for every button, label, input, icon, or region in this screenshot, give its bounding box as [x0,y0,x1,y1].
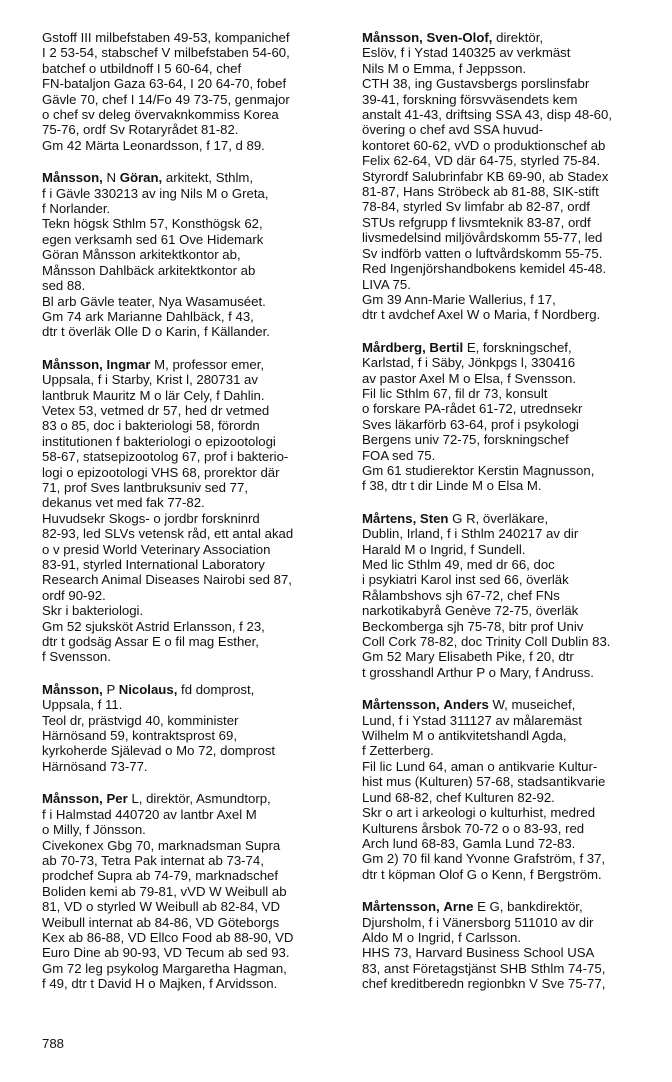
entry-text-line: Styrordf Salubrinfabr KB 69-90, ab Stadex [362,168,609,184]
entry-text-line: anstalt 41-43, driftsing SSA 43, disp 48-60, [362,107,612,123]
entry-text-line: Med lic Sthlm 49, med dr 66, doc [362,557,555,572]
entry-text-line: hist mus (Kulturen) 57-68, stadsantikvarie [362,774,606,790]
entry-text-line: Eslöv, f i Ystad 140325 av verkmäst [362,45,571,61]
entry-text-line: Civekonex Gbg 70, marknadsman Supra [42,837,281,853]
entry-text-line: Göran Månsson arkitektkontor ab, [42,247,241,263]
entry-text-line: Research Animal Diseases Nairobi sed 87, [42,572,292,588]
entry-text-line: 83 o 85, doc i bakteriologi 58, förordn [42,418,260,434]
entry-given-name: Sven-Olof, [426,30,493,45]
entry-heading-line [362,899,662,914]
entry-text-line: Skr o art i arkeologi o kulturhist, medred [362,805,596,821]
biography-entry [362,30,662,323]
entry-text-line: CTH 38, ing Gustavsbergs porslinsfabr [362,76,590,92]
entry-text-line: Gm 52 sjuksköt Astrid Erlansson, f 23, [42,618,265,634]
entry-text-line: 75-76, ordf Sv Rotaryrådet 81-82. [42,122,239,138]
entry-surname: Månsson, [42,681,103,697]
entry-text-line: f i Gävle 330213 av ing Nils M o Greta, [42,185,269,201]
entry-text-line: Gm 74 ark Marianne Dahlbäck, f 43, [42,308,254,324]
entry-text-line: Gävle 70, chef I 14/Fo 49 73-75, genmajor [42,91,290,107]
entry-text-line: Gm 42 Märta Leonardsson, f 17, d 89. [42,137,265,153]
entry-text-line: kyrkoherde Själevad o Mo 72, domprost [42,743,276,759]
entry-text-line: Gm 61 studierektor Kerstin Magnusson, [362,462,595,478]
entry-given-name: Sten [419,510,449,526]
entry-heading-rest: direktör, [496,30,544,45]
entry-heading-line [42,791,342,806]
entry-heading-line [42,357,342,372]
entry-text-line: Skr i bakteriologi. [42,603,144,619]
biography-entry [42,30,342,153]
entry-heading-line [42,682,342,697]
entry-text-line: dtr t godsäg Assar E o fil mag Esther, [42,634,259,650]
entry-heading-rest: M, professor emer, [154,356,265,372]
entry-text-line: av pastor Axel M o Elsa, f Svensson. [362,370,577,386]
entry-given-name: Ingmar [106,356,151,372]
entry-text-line: Gm 39 Ann-Marie Wallerius, f 17, [362,291,556,307]
entry-text-line: 71, prof Sves lantbruksuniv sed 77, [42,479,248,495]
entry-given-name: Bertil [429,339,464,355]
entry-text-line: prodchef Supra ab 74-79, marknadschef [42,868,279,884]
entry-text-line: Månsson Dahlbäck arkitektkontor ab [42,262,256,278]
entry-text-line: 78-84, styrled Sv limfabr ab 82-87, ordf [362,199,590,215]
entry-text-line: o v presid World Veterinary Association [42,541,271,557]
entry-text-line: Huvudsekr Skogs- o jordbr forskninrd [42,510,260,526]
entry-text-line: Boliden kemi ab 79-81, vVD W Weibull ab [42,883,287,899]
entry-given-initial: P [106,681,116,697]
entry-text-line: Fil lic Lund 64, aman o antikvarie Kultur- [362,758,598,774]
entry-text-line: Tekn högsk Sthlm 57, Konsthögsk 62, [42,216,263,232]
entry-text-line: Kulturens årsbok 70-72 o o 83-93, red [362,820,585,836]
entry-surname: Mårdberg, [362,339,426,355]
entry-text-line: Aldo M o Ingrid, f Carlsson. [362,929,522,945]
entry-text-line: Euro Dine ab 90-93, VD Tecum ab sed 93. [42,945,290,961]
entry-text-line: HHS 73, Harvard Business School USA [362,945,595,961]
entry-surname: Mårtens, [362,510,417,526]
entry-text-line: Harald M o Ingrid, f Sundell. [362,541,526,557]
entry-text-line: f 49, dtr t David H o Majken, f Arvidsson. [42,976,278,992]
entry-text-line: Härnösand 73-77. [42,758,148,774]
entry-text-line: Weibull internat ab 84-86, VD Göteborgs [42,914,280,930]
biography-entry [362,697,662,882]
entry-surname: Månsson, [42,791,103,807]
entry-text-line: 58-67, statsepizootolog 67, prof i bakterio- [42,449,289,465]
entry-text-line: Lund, f i Ystad 311127 av målaremäst [362,712,582,728]
entry-heading-rest: W, museichef, [492,697,576,713]
entry-heading-rest: fd domprost, [181,681,255,697]
entry-text-line: Felix 62-64, VD där 64-75, styrled 75-84. [362,153,601,169]
entry-text-line: Dublin, Irland, f i Sthlm 240217 av dir [362,526,579,542]
entry-heading-line [362,340,662,355]
biography-entry [42,170,342,339]
entry-text-line: Red Ingenjörshandbokens kemidel 45-48. [362,261,607,277]
entry-given-name: Arne [443,899,474,915]
entry-text-line: Kex ab 86-88, VD Ellco Food ab 88-90, VD [42,929,294,945]
entry-text-line: Bergens univ 72-75, forskningschef [362,432,569,448]
entry-given-name: Per [106,791,128,807]
entry-text-line: dtr t köpman Olof G o Kenn, f Bergström. [362,866,602,882]
entry-text-line: sed 88. [42,278,86,294]
entry-text-line: 81-87, Hans Ströbeck ab 81-88, SIK-stift [362,184,599,200]
entry-given-name: Anders [443,697,489,713]
entry-text-line: övering o chef avd SSA huvud- [362,122,544,138]
left-column [42,30,342,1009]
entry-text-line: o forskare PA-rådet 61-72, utrednsekr [362,401,583,417]
entry-text-line: o Milly, f Jönsson. [42,822,146,838]
biography-entry [362,899,662,991]
entry-text-line: narkotikabyrå Genève 72-75, överläk [362,603,579,619]
entry-surname: Mårtensson, [362,697,440,713]
entry-heading-rest: E G, bankdirektör, [477,899,583,915]
entry-text-line: Vetex 53, vetmed dr 57, hed dr vetmed [42,402,270,418]
entry-text-line: Härnösand 59, kontraktsprost 69, [42,728,237,744]
entry-given-name: Nicolaus, [118,681,178,697]
entry-text-line: Djursholm, f i Vänersborg 511010 av dir [362,914,594,930]
entry-text-line: Teol dr, prästvigd 40, komminister [42,712,239,728]
entry-text-line: Gm 2) 70 fil kand Yvonne Grafström, f 37, [362,851,606,867]
biography-entry [42,791,342,991]
entry-surname: Månsson, [42,170,103,186]
entry-text-line: t grosshandl Arthur P o Mary, f Andruss. [362,664,594,680]
entry-text-line: lantbruk Mauritz M o lär Cely, f Dahlin. [42,387,265,403]
entry-text-line: Nils M o Emma, f Jeppsson. [362,60,527,76]
biography-entry [42,357,342,665]
entry-text-line: LIVA 75. [362,276,411,292]
entry-text-line: f Zetterberg. [362,743,434,759]
entry-given-initial: N [106,170,117,186]
entry-text-line: i psykiatri Karol inst sed 66, överläk [362,572,569,588]
entry-text-line: I 2 53-54, stabschef V milbefstaben 54-60, [42,45,290,61]
entry-text-line: Uppsala, f 11. [42,697,123,713]
entry-text-line: Gm 72 leg psykolog Margaretha Hagman, [42,960,287,976]
biography-entry [42,682,342,774]
entry-text-line: livsmedelsind miljövårdskomm 55-77, led [362,230,603,246]
entry-text-line: STUs refgrupp f livsmteknik 83-87, ordf [362,214,591,230]
entry-text-line: f Svensson. [42,649,111,665]
entry-text-line: kontoret 60-62, vVD o produktionschef ab [362,137,606,153]
entry-text-line: 82-93, led SLVs vetensk råd, ett antal akad [42,526,294,542]
entry-text-line: Lund 68-82, chef Kulturen 82-92. [362,789,555,805]
entry-text-line: Wilhelm M o antikvitetshandl Agda, [362,728,567,744]
entry-text-line: Gm 52 Mary Elisabeth Pike, f 20, dtr [362,649,574,665]
entry-text-line: f i Halmstad 440720 av lantbr Axel M [42,806,257,822]
entry-heading-rest: G R, överläkare, [452,510,549,526]
entry-heading-line [362,511,662,526]
entry-text-line: Sv indförb vatten o luftvårdskomm 55-75. [362,245,603,261]
entry-heading-line [42,170,342,185]
entry-text-line: Bl arb Gävle teater, Nya Wasamuséet. [42,293,266,309]
entry-text-line: institutionen f bakteriologi o epizootologi [42,433,276,449]
biography-entry [362,511,662,680]
entry-text-line: Karlstad, f i Säby, Jönkpgs l, 330416 [362,355,576,371]
entry-text-line: logi o epizootologi VHS 68, prorektor där [42,464,280,480]
entry-text-line: o chef sv deleg övervaknkommiss Korea [42,107,279,123]
entry-text-line: dtr t överläk Olle D o Karin, f Källander. [42,324,270,340]
entry-heading-line [362,697,662,712]
page-number: 788 [42,1036,65,1051]
entry-text-line: FOA sed 75. [362,447,436,463]
entry-heading-rest: arkitekt, Sthlm, [165,170,254,186]
entry-text-line: FN-bataljon Gaza 63-64, I 20 64-70, fobef [42,76,287,92]
right-column [362,30,662,1009]
entry-text-line: dtr t avdchef Axel W o Maria, f Nordberg. [362,307,601,323]
entry-text-line: dekanus vet med fak 77-82. [42,495,205,511]
entry-text-line: Arch lund 68-83, Gamla Lund 72-83. [362,835,576,851]
entry-text-line: Coll Cork 78-82, doc Trinity Coll Dublin 83. [362,634,611,650]
entry-text-line: Gstoff III milbefstaben 49-53, kompanichef [42,30,290,45]
entry-text-line: Beckomberga sjh 75-78, bitr prof Univ [362,618,584,634]
entry-text-line: ordf 90-92. [42,587,106,603]
entry-text-line: Rålambshovs sjh 67-72, chef FNs [362,587,560,603]
entry-surname: Mårtensson, [362,899,440,915]
entry-surname: Månsson, [362,30,423,45]
entry-text-line: ab 70-73, Tetra Pak internat ab 73-74, [42,852,264,868]
entry-surname: Månsson, [42,356,103,372]
entry-text-line: batchef o utbildnoff I 5 60-64, chef [42,60,242,76]
entry-heading-rest: E, forskningschef, [466,339,572,355]
entry-heading-line [362,30,662,45]
entry-heading-rest: L, direktör, Asmundtorp, [131,791,271,807]
entry-text-line: Fil lic Sthlm 67, fil dr 73, konsult [362,385,548,401]
entry-text-line: f Norlander. [42,201,111,217]
entry-given-name: Göran, [119,170,163,186]
entry-text-line: 83, anst Företagstjänst SHB Sthlm 74-75, [362,960,606,976]
entry-text-line: f 38, dtr t dir Linde M o Elsa M. [362,478,542,494]
entry-text-line: 39-41, forskning försvväsendets kem [362,91,578,107]
entry-text-line: egen verksamh sed 61 Ove Hidemark [42,231,264,247]
biography-entry [362,340,662,494]
entry-text-line: 83-91, styrled International Laboratory [42,557,265,572]
entry-text-line: Uppsala, f i Starby, Krist l, 280731 av [42,372,258,388]
entry-text-line: chef kreditberedn regionbkn V Sve 75-77, [362,976,606,992]
entry-text-line: 81, VD o styrled W Weibull ab 82-84, VD [42,899,280,915]
entry-text-line: Sves läkarförb 63-64, prof i psykologi [362,416,579,432]
